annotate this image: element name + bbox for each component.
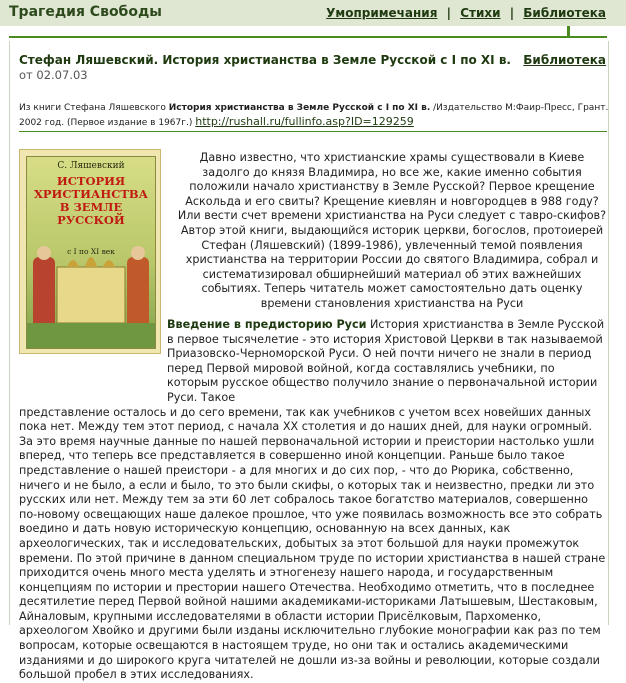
header-divider: [9, 36, 607, 38]
section-body: [19, 318, 609, 683]
intro-paragraph: Давно известно, что христианские храмы существовали в Киеве задолго до князя Владимира, но все же, какие именно события положили начало христианству в Земле Русской? Первое крещение Аскольда и его свиты? Крещение киевлян и новгородцев в 988 году? Или вести счет времени христианства на Руси следует с тавро-скифов? Автор этой книги, выдающийся историк церкви, богослов, протоиерей Стефан (Ляшевский) (1899-1986), увлеченный темой появления христианства на территории России до святого Владимира, собрал и систематизировал обширнейший материал об этих важнейших событиях. Теперь читатель может самостоятельно дать оценку времени становления христианства на Руси: [177, 151, 607, 310]
cover-subtitle: с I по XI век: [67, 247, 115, 256]
nav-link-library[interactable]: Библиотека: [523, 6, 606, 20]
source-url-link[interactable]: http://rushall.ru/fullinfo.asp?ID=129259: [195, 115, 414, 128]
cover-title: ИСТОРИЯ ХРИСТИАНСТВА В ЗЕМЛЕ РУССКОЙ: [33, 174, 149, 227]
source-citation: [19, 102, 609, 130]
library-link[interactable]: Библиотека: [523, 53, 606, 67]
source-publisher: /Издательство М:Фаир-Пресс, Грант. 2002 год. (Первое издание в 1967г.): [19, 103, 609, 128]
section-heading: Введение в предисторию Руси: [167, 318, 367, 331]
top-navigation: [326, 6, 606, 20]
site-title[interactable]: Трагедия Свободы: [9, 4, 162, 20]
cover-author: С. Ляшевский: [57, 161, 125, 171]
source-prefix: Из книги Стефана Ляшевского: [19, 103, 169, 113]
decorative-tick: [567, 26, 570, 36]
nav-separator: |: [446, 6, 451, 20]
nav-separator: |: [509, 6, 515, 20]
source-book-title: История христианства в Земле Русской с I по XI в.: [168, 103, 431, 113]
section-body-text: представление осталось и до сего времени, так как учебников с учетом всех новейших данных пока нет. Между тем этот период, с начала XX столетия и до наших дней, для науки огромный. За это время научные данные по нашей первоначальной истории и преистории настолько ушли вперед, что теперь все представляется в совершенно иной концепции. Раньше было такое представление о нашей преистори - а для многих и до сих пор, - что до Рюрика, собственно, ничего и не было, а если и было, то это были скифы, о которых так и неизвестно, предки ли это русских или нет. Между тем за эти 60 лет собралось такое богатство материалов, совершенно по-новому освещающих наше далекое прошлое, что уже появилась возможность все это собрать воедино и дать новую историческую концепцию, основанную на всех данных, как археологических, так и исследовательских, добытых за этот большой для науки промежуток времени. По этой причине в данном специальном труде по истории христианства в нашей стране приходится очень много места уделять и этногенезу нашего народа, и государственным концепциям по истории и престории нашего Отечества. Необходимо отметить, что в последнее десятилетие перед Первой войной нашими академиками-историками Латышевым, Шестаковым, Айналовым, крупными исследователями в области истории Присёлковым, Пархоменко, археологом Хвойко и другими были изданы исключительно глубокие монографии как раз по тем вопросам, которые освещаются в настоящем труде, но они так и остались академическими изданиями и до широкого круга читателей не дошли из-за войны и революции, которые создали большой пробел в этих исследованиях.: [19, 405, 606, 682]
nav-link-notes[interactable]: Умопримечания: [326, 6, 438, 20]
article-date: от 02.07.03: [19, 68, 88, 82]
article-title: Стефан Ляшевский. История христианства в Земле Русской с I по XI в.: [19, 53, 511, 67]
section-divider: [19, 131, 607, 132]
section-lead-text: История христианства в Земле Русской в первое тысячелетие - это история Христовой Церкви в так называемой Приазовско-Черноморской Руси. О ней почти ничего не знали в период перед Первой мировой войной, когда составлялись учебники, по которым русское общество получило знание о первоначальной истории Руси. Такое: [167, 318, 605, 404]
nav-link-poems[interactable]: Стихи: [460, 6, 501, 20]
section-lead: [167, 318, 609, 406]
